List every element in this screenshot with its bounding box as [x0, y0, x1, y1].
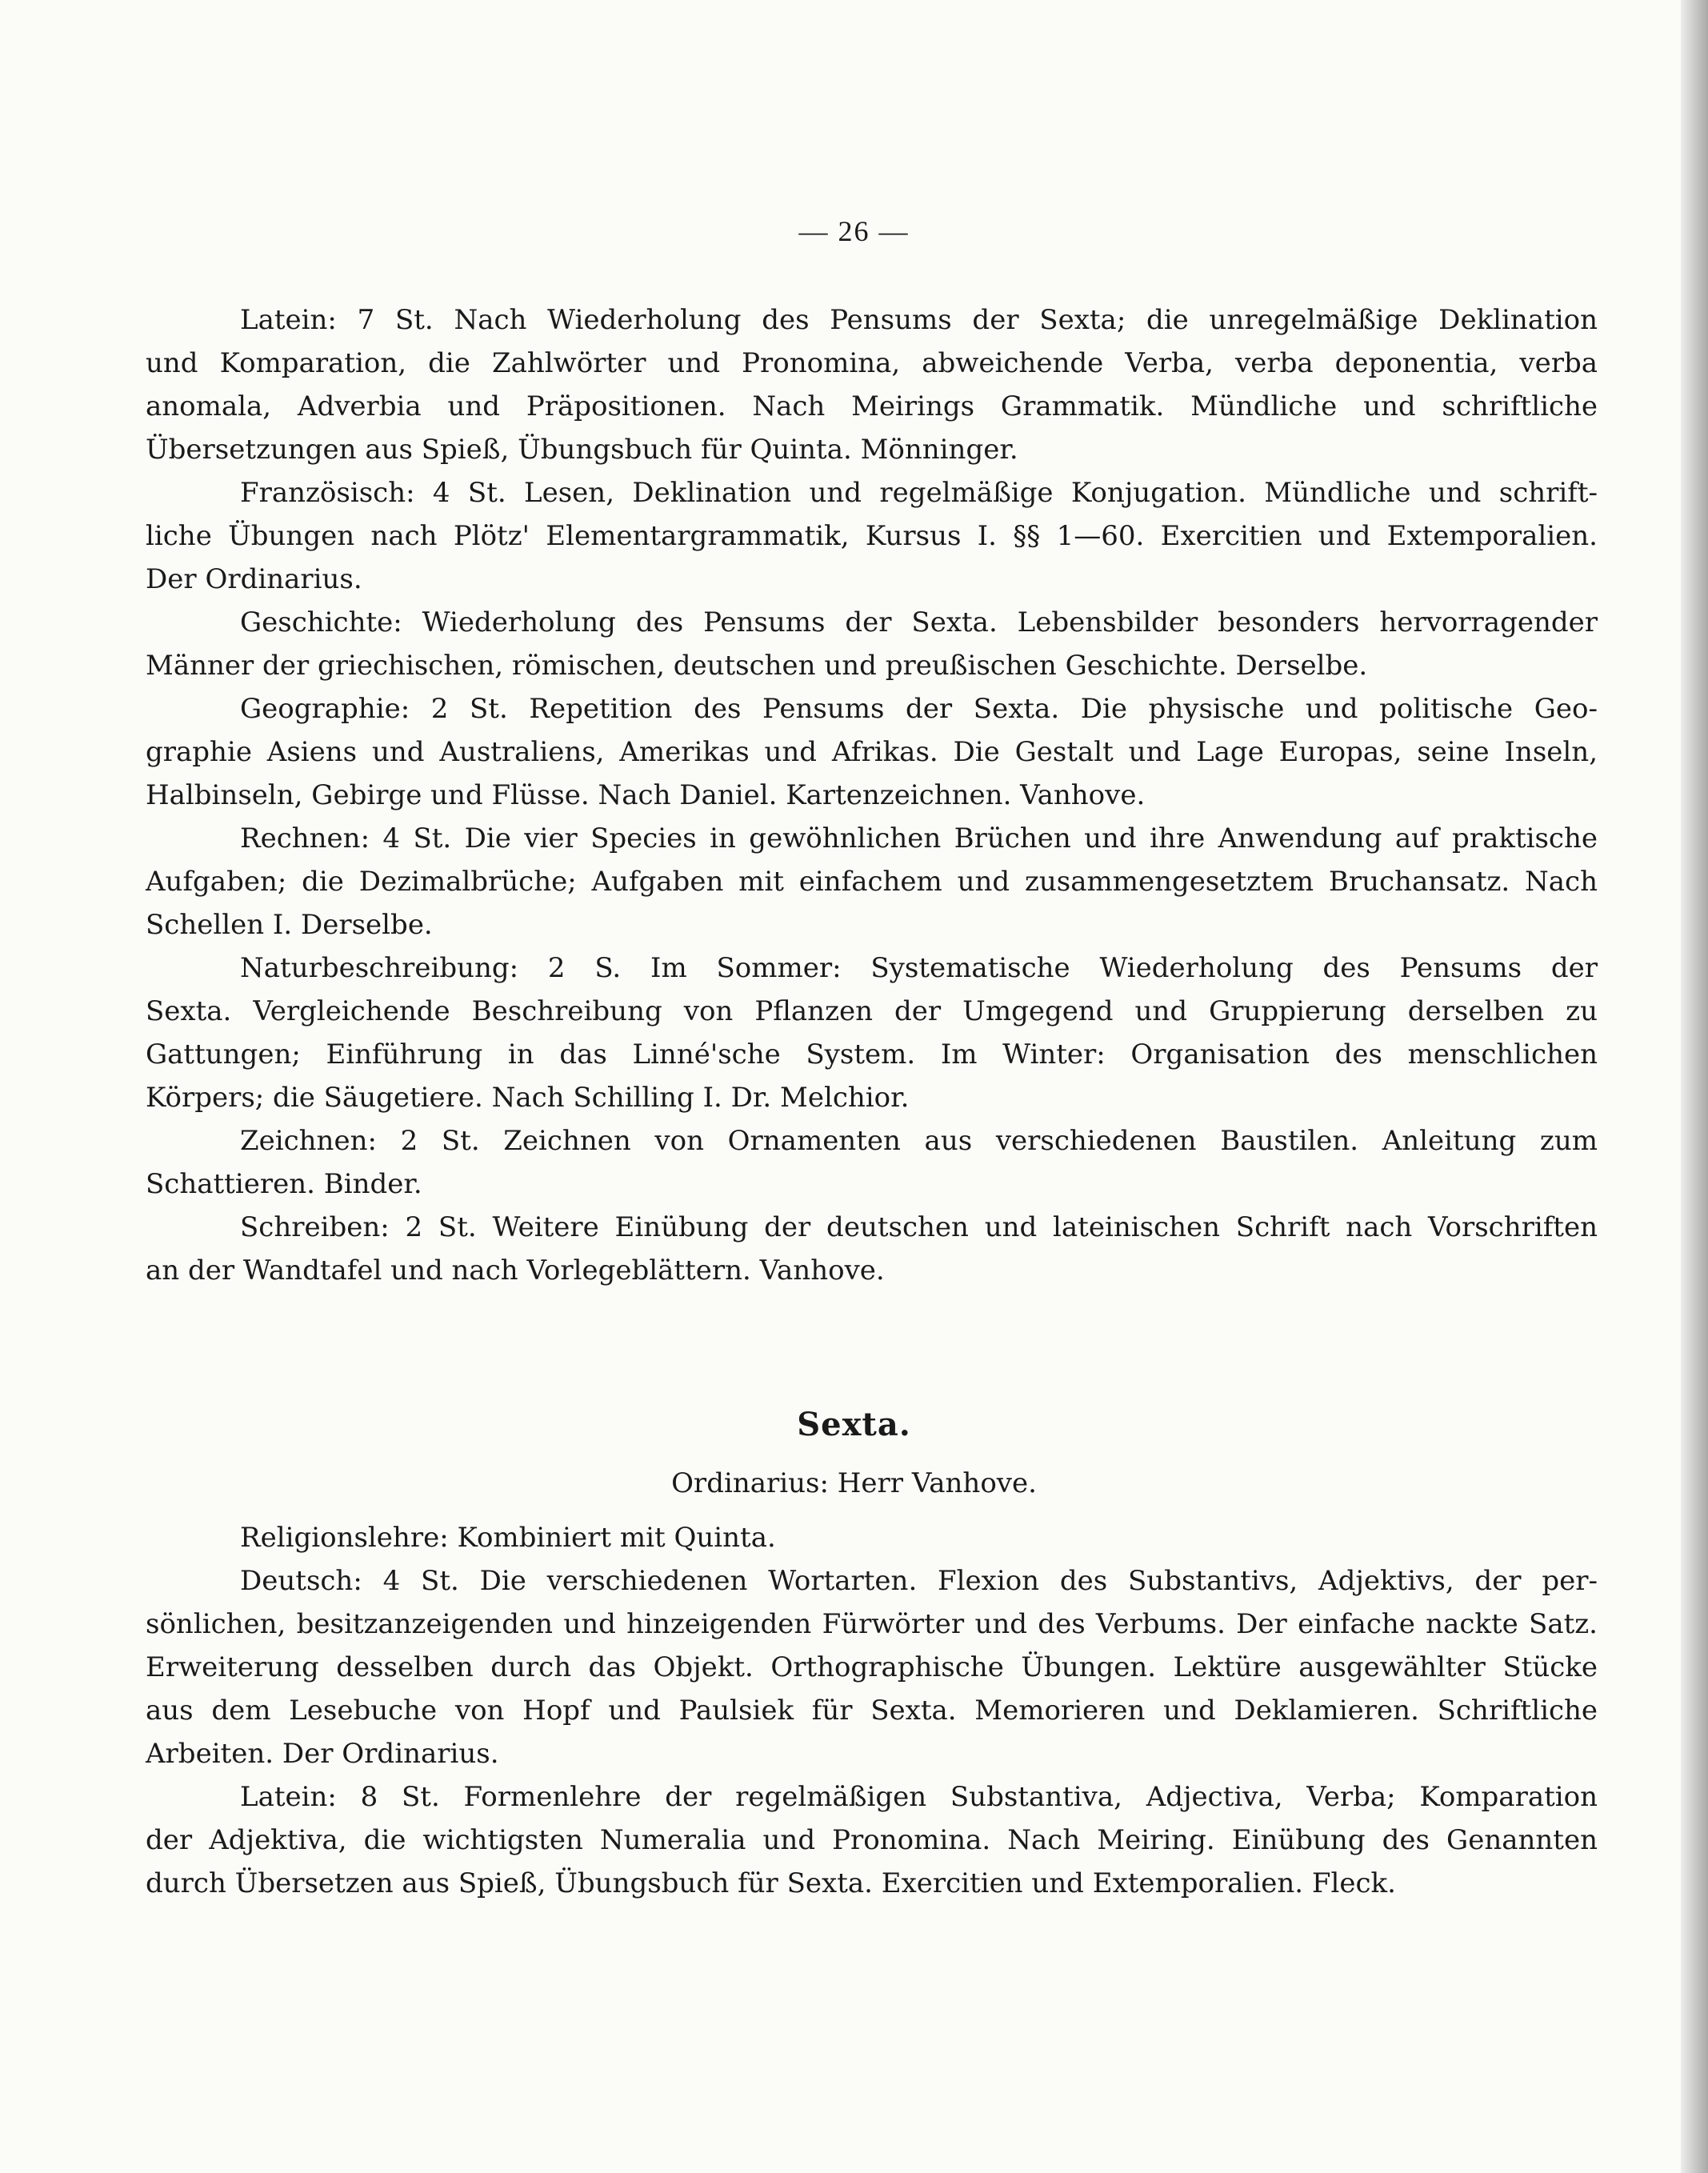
- paragraph-geographie-line: Geographie: 2 St. Repetition des Pensums der Sexta. Die physische und politische Geo-: [240, 693, 1598, 725]
- paragraph-line: liche Übungen nach Plötz' Elementargrammatik, Kursus I. §§ 1—60. Exercitien und Extemporalien.: [146, 520, 1598, 552]
- paragraph-latein-sexta-line: Latein: 8 St. Formenlehre der regelmäßigen Substantiva, Adjectiva, Verba; Komparation: [240, 1781, 1598, 1813]
- paragraph-line: und Komparation, die Zahlwörter und Pronomina, abweichende Verba, verba deponentia, verba: [146, 347, 1598, 379]
- paragraph-line: Erweiterung desselben durch das Objekt. Orthographische Übungen. Lektüre ausgewählter Stücke: [146, 1651, 1598, 1683]
- paragraph-line: durch Übersetzen aus Spieß, Übungsbuch für Sexta. Exercitien und Extemporalien. Fleck.: [146, 1867, 1396, 1899]
- paragraph-line: graphie Asiens und Australiens, Amerikas und Afrikas. Die Gestalt und Lage Europas, seine Inseln,: [146, 736, 1598, 768]
- paragraph-line: Übersetzungen aus Spieß, Übungsbuch für Quinta. Mönninger.: [146, 434, 1018, 466]
- sexta-ordinarius: Ordinarius: Herr Vanhove.: [671, 1467, 1037, 1499]
- paragraph-geschichte-line: Geschichte: Wiederholung des Pensums der Sexta. Lebensbilder besonders hervorragender: [240, 606, 1598, 638]
- paragraph-line: Arbeiten. Der Ordinarius.: [146, 1738, 499, 1770]
- paragraph-religionslehre-line: Religionslehre: Kombiniert mit Quinta.: [240, 1522, 776, 1554]
- paragraph-zeichnen-line: Zeichnen: 2 St. Zeichnen von Ornamenten aus verschiedenen Baustilen. Anleitung zum: [240, 1125, 1598, 1157]
- paragraph-rechnen-line: Rechnen: 4 St. Die vier Species in gewöhnlichen Brüchen und ihre Anwendung auf praktische: [240, 822, 1598, 854]
- paragraph-line: an der Wandtafel und nach Vorlegeblättern. Vanhove.: [146, 1255, 885, 1287]
- paragraph-line: Der Ordinarius.: [146, 563, 362, 595]
- paragraph-line: anomala, Adverbia und Präpositionen. Nach Meirings Grammatik. Mündliche und schriftliche: [146, 390, 1598, 422]
- paragraph-naturbeschreibung-line: Naturbeschreibung: 2 S. Im Sommer: Systematische Wiederholung des Pensums der: [240, 952, 1598, 984]
- paragraph-line: Aufgaben; die Dezimalbrüche; Aufgaben mit einfachem und zusammengesetztem Bruchansatz. Nach: [146, 866, 1598, 898]
- paragraph-line: Schattieren. Binder.: [146, 1168, 422, 1200]
- paragraph-line: Schellen I. Derselbe.: [146, 909, 433, 941]
- paragraph-line: Sexta. Vergleichende Beschreibung von Pflanzen der Umgegend und Gruppierung derselben zu: [146, 995, 1598, 1027]
- paragraph-line: aus dem Lesebuche von Hopf und Paulsiek für Sexta. Memorieren und Deklamieren. Schriftliche: [146, 1695, 1598, 1727]
- paragraph-line: Männer der griechischen, römischen, deutschen und preußischen Geschichte. Derselbe.: [146, 650, 1368, 682]
- paragraph-line: sönlichen, besitzanzeigenden und hinzeigenden Fürwörter und des Verbums. Der einfache nackte Satz.: [146, 1608, 1598, 1640]
- page-number: — 26 —: [798, 215, 910, 247]
- paragraph-line: Körpers; die Säugetiere. Nach Schilling I. Dr. Melchior.: [146, 1082, 910, 1114]
- paragraph-line: Halbinseln, Gebirge und Flüsse. Nach Daniel. Kartenzeichnen. Vanhove.: [146, 779, 1146, 811]
- section-heading-sexta: Sexta.: [797, 1406, 911, 1443]
- paragraph-deutsch-line: Deutsch: 4 St. Die verschiedenen Wortarten. Flexion des Substantivs, Adjektivs, der per-: [240, 1565, 1598, 1597]
- paragraph-line: Gattungen; Einführung in das Linné'sche System. Im Winter: Organisation des menschlichen: [146, 1038, 1598, 1070]
- paragraph-line: der Adjektiva, die wichtigsten Numeralia und Pronomina. Nach Meiring. Einübung des Genannten: [146, 1824, 1598, 1856]
- paragraph-latein-quinta-line: Latein: 7 St. Nach Wiederholung des Pensums der Sexta; die unregelmäßige Deklination: [240, 304, 1598, 336]
- paragraph-schreiben-line: Schreiben: 2 St. Weitere Einübung der deutschen und lateinischen Schrift nach Vorschriften: [240, 1211, 1598, 1243]
- paragraph-franzoesisch-line: Französisch: 4 St. Lesen, Deklination und regelmäßige Konjugation. Mündliche und schrift-: [240, 477, 1598, 509]
